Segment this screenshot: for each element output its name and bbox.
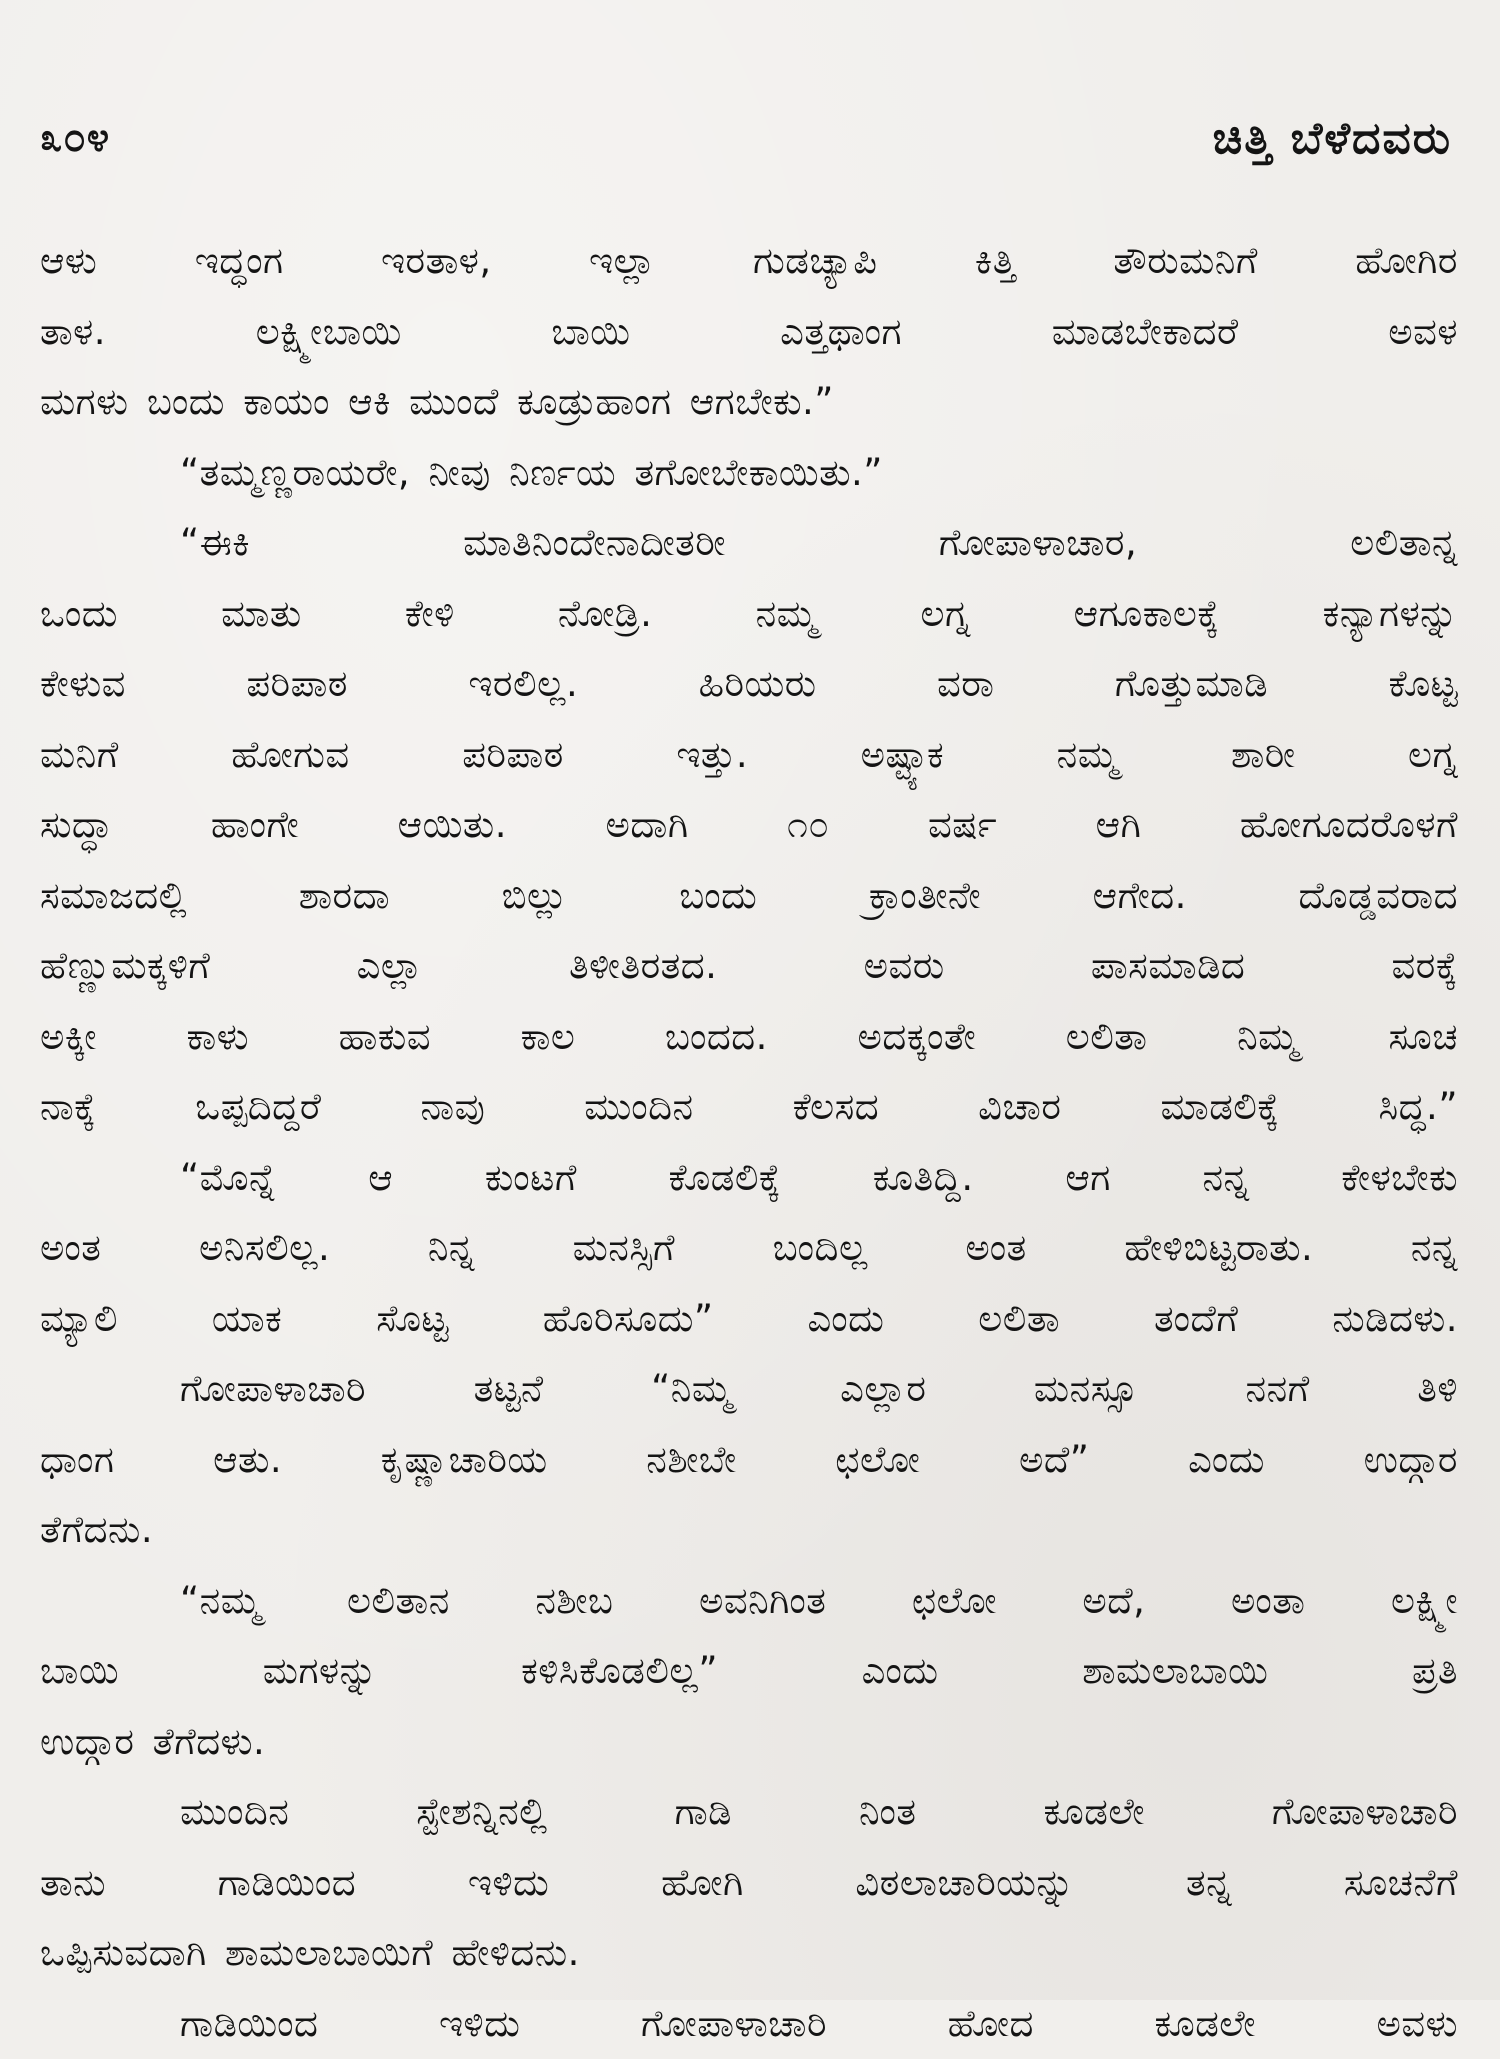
body-text	[40, 226, 1458, 2059]
text-line: ಒಪ್ಪಿಸುವದಾಗಿ ಶಾಮಲಾಬಾಯಿಗೆ ಹೇಳಿದನು.	[40, 1918, 1458, 1989]
text-line: “ಈಕಿ ಮಾತಿನಿಂದೇನಾದೀತರೀ ಗೋಪಾಳಾಚಾರ, ಲಲಿತಾನ್ನ	[40, 508, 1458, 579]
book-title: ಚಿತ್ತಿ ಬೆಳೆದವರು	[1213, 113, 1452, 164]
text-line: ಮಗಳು ಬಂದು ಕಾಯಂ ಆಕಿ ಮುಂದೆ ಕೂಡ್ರುಹಾಂಗ ಆಗಬೇಕು.”	[40, 367, 1458, 438]
text-line: “ಮೊನ್ನೆ ಆ ಕುಂಟಗೆ ಕೊಡಲಿಕ್ಕೆ ಕೂತಿದ್ದಿ. ಆಗ ನನ್ನ ಕೇಳಬೇಕು	[40, 1143, 1458, 1214]
text-line: ಮ್ಯಾಲಿ ಯಾಕ ಸೊಟ್ಟ ಹೊರಿಸೂದು” ಎಂದು ಲಲಿತಾ ತಂದೆಗೆ ನುಡಿದಳು.	[40, 1284, 1458, 1355]
running-header	[40, 108, 1452, 168]
text-line: ಗಾಡಿಯಿಂದ ಇಳಿದು ಗೋಪಾಳಾಚಾರಿ ಹೋದ ಕೂಡಲೇ ಅವಳು	[40, 1989, 1458, 2059]
text-line: ಅಕ್ಕೀ ಕಾಳು ಹಾಕುವ ಕಾಲ ಬಂದದ. ಅದಕ್ಕಂತೇ ಲಲಿತಾ ನಿಮ್ಮ ಸೂಚ	[40, 1002, 1458, 1073]
text-line: ನಾಕ್ಕೆ ಒಪ್ಪದಿದ್ದರೆ ನಾವು ಮುಂದಿನ ಕೆಲಸದ ವಿಚಾರ ಮಾಡಲಿಕ್ಕೆ ಸಿದ್ಧ.”	[40, 1072, 1458, 1143]
text-line: ಆಳು ಇದ್ಧಂಗ ಇರತಾಳ, ಇಲ್ಲಾ ಗುಡಚ್ಯಾಪಿ ಕಿತ್ತಿ ತೌರುಮನಿಗೆ ಹೋಗಿರ	[40, 226, 1458, 297]
text-line: ಮುಂದಿನ ಸ್ಟೇಶನ್ನಿನಲ್ಲಿ ಗಾಡಿ ನಿಂತ ಕೂಡಲೇ ಗೋಪಾಳಾಚಾರಿ	[40, 1777, 1458, 1848]
text-line: ಸುದ್ಧಾ ಹಾಂಗೇ ಆಯಿತು. ಅದಾಗಿ ೧೦ ವರ್ಷ ಆಗಿ ಹೋಗೂದರೊಳಗೆ	[40, 790, 1458, 861]
text-line: ಬಾಯಿ ಮಗಳನ್ನು ಕಳಿಸಿಕೊಡಲಿಲ್ಲ” ಎಂದು ಶಾಮಲಾಬಾಯಿ ಪ್ರತಿ	[40, 1636, 1458, 1707]
text-line: ಒಂದು ಮಾತು ಕೇಳಿ ನೋಡ್ರಿ. ನಮ್ಮ ಲಗ್ನ ಆಗೂಕಾಲಕ್ಕೆ ಕನ್ಯಾಗಳನ್ನು	[40, 579, 1458, 650]
text-line: ಧಾಂಗ ಆತು. ಕೃಷ್ಣಾಚಾರಿಯ ನಶೀಬೇ ಛಲೋ ಅದೆ” ಎಂದು ಉದ್ಗಾರ	[40, 1425, 1458, 1496]
text-line: “ನಮ್ಮ ಲಲಿತಾನ ನಶೀಬ ಅವನಿಗಿಂತ ಛಲೋ ಅದೆ, ಅಂತಾ ಲಕ್ಷ್ಮೀ	[40, 1566, 1458, 1637]
text-line: “ತಮ್ಮಣ್ಣರಾಯರೇ, ನೀವು ನಿರ್ಣಯ ತಗೋಬೇಕಾಯಿತು.”	[40, 438, 1458, 509]
text-line: ಹೆಣ್ಣುಮಕ್ಕಳಿಗೆ ಎಲ್ಲಾ ತಿಳೀತಿರತದ. ಅವರು ಪಾಸಮಾಡಿದ ವರಕ್ಕೆ	[40, 931, 1458, 1002]
text-line: ಉದ್ಗಾರ ತೆಗೆದಳು.	[40, 1707, 1458, 1778]
page-number: ೩೦೪	[40, 115, 110, 161]
text-line: ಗೋಪಾಳಾಚಾರಿ ತಟ್ಟನೆ “ನಿಮ್ಮ ಎಲ್ಲಾರ ಮನಸ್ಸೂ ನನಗೆ ತಿಳಿ	[40, 1354, 1458, 1425]
text-line: ಸಮಾಜದಲ್ಲಿ ಶಾರದಾ ಬಿಲ್ಲು ಬಂದು ಕ್ರಾಂತೀನೇ ಆಗೇದ. ದೊಡ್ಡವರಾದ	[40, 861, 1458, 932]
text-line: ಅಂತ ಅನಿಸಲಿಲ್ಲ. ನಿನ್ನ ಮನಸ್ಸಿಗೆ ಬಂದಿಲ್ಲ ಅಂತ ಹೇಳಿಬಿಟ್ಟರಾತು. ನನ್ನ	[40, 1213, 1458, 1284]
text-line: ತಾಳ. ಲಕ್ಷ್ಮೀಬಾಯಿ ಬಾಯಿ ಎತ್ತಥಾಂಗ ಮಾಡಬೇಕಾದರೆ ಅವಳ	[40, 297, 1458, 368]
text-line: ತಾನು ಗಾಡಿಯಿಂದ ಇಳಿದು ಹೋಗಿ ವಿಠಲಾಚಾರಿಯನ್ನು ತನ್ನ ಸೂಚನೆಗೆ	[40, 1848, 1458, 1919]
text-line: ಕೇಳುವ ಪರಿಪಾಠ ಇರಲಿಲ್ಲ. ಹಿರಿಯರು ವರಾ ಗೊತ್ತುಮಾಡಿ ಕೊಟ್ಟ	[40, 649, 1458, 720]
text-line: ತೆಗೆದನು.	[40, 1495, 1458, 1566]
text-line: ಮನಿಗೆ ಹೋಗುವ ಪರಿಪಾಠ ಇತ್ತು. ಅಷ್ಟ್ಯಾಕ ನಮ್ಮ ಶಾರೀ ಲಗ್ನ	[40, 720, 1458, 791]
